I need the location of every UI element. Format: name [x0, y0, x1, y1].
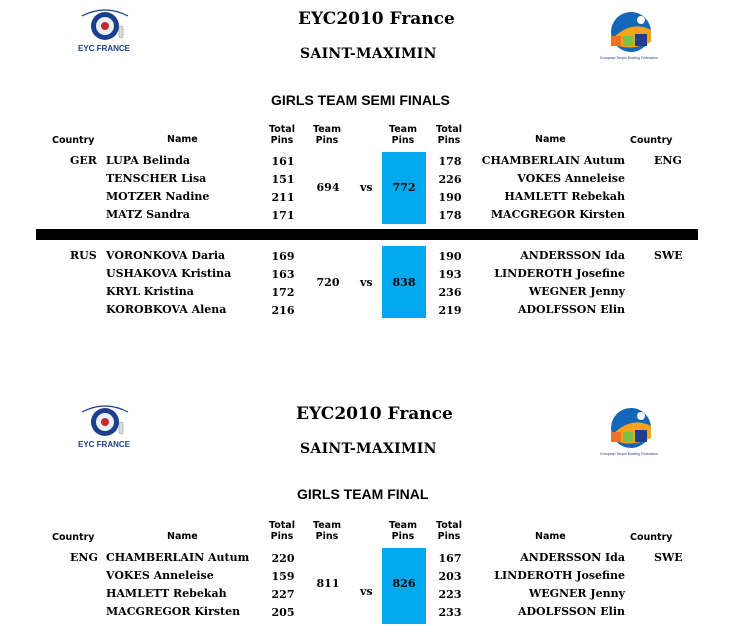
header-team-pins-right: [386, 124, 420, 146]
player-pins-left: 172: [271, 286, 295, 299]
eyc-france-logo: [74, 404, 136, 454]
page-title: EYC2010 France: [298, 9, 455, 29]
header-total-label: Total: [436, 520, 462, 531]
header-pins-label: Pins: [437, 531, 461, 542]
player-name-right: HAMLETT Rebekah: [504, 190, 625, 203]
player-name-left: HAMLETT Rebekah: [106, 587, 227, 600]
player-name-left: MATZ Sandra: [106, 208, 190, 221]
player-name-left: KRYL Kristina: [106, 285, 194, 298]
header-team-label: Team: [389, 520, 417, 531]
player-pins-left: 151: [271, 173, 295, 186]
player-name-left: MACGREGOR Kirsten: [106, 605, 241, 618]
vs-label: vs: [360, 181, 373, 194]
country-right: SWE: [654, 249, 683, 262]
page-subtitle: SAINT-MAXIMIN: [300, 441, 437, 457]
player-pins-right: 236: [438, 286, 462, 299]
header-country-right: Country: [630, 532, 673, 543]
header-total-label: Total: [269, 124, 295, 135]
team-pins-right: 772: [392, 181, 416, 194]
player-pins-right: 233: [438, 606, 462, 619]
round-title: GIRLS TEAM SEMI FINALS: [271, 92, 450, 108]
player-name-right: ADOLFSSON Elin: [517, 605, 625, 618]
page-subtitle: SAINT-MAXIMIN: [300, 46, 437, 62]
round-title: GIRLS TEAM FINAL: [297, 486, 429, 502]
player-name-right: WEGNER Jenny: [528, 587, 625, 600]
player-name-left: USHAKOVA Kristina: [106, 267, 232, 280]
header-total-pins-left: [266, 520, 298, 542]
vs-label: vs: [360, 585, 373, 598]
player-name-left: MOTZER Nadine: [106, 190, 210, 203]
player-pins-right: 190: [438, 191, 462, 204]
player-name-left: KOROBKOVA Alena: [106, 303, 227, 316]
player-name-right: LINDEROTH Josefine: [494, 267, 625, 280]
player-name-right: CHAMBERLAIN Autum: [481, 154, 625, 167]
player-name-right: ADOLFSSON Elin: [517, 303, 625, 316]
country-left: GER: [70, 154, 97, 167]
header-team-label: Team: [389, 124, 417, 135]
player-name-right: LINDEROTH Josefine: [494, 569, 625, 582]
country-right: SWE: [654, 551, 683, 564]
header-country-left: Country: [52, 135, 95, 146]
team-pins-right: 838: [392, 276, 416, 289]
player-name-right: MACGREGOR Kirsten: [490, 208, 625, 221]
header-team-pins-left: [310, 520, 344, 542]
header-pins-label: Pins: [270, 531, 294, 542]
header-name-left: Name: [167, 531, 198, 542]
team-pins-left: 811: [316, 577, 340, 590]
header-team-label: Team: [313, 520, 341, 531]
eyc-france-logo-text: EYC FRANCE: [78, 44, 131, 53]
header-pins-label: Pins: [270, 135, 294, 146]
header-total-pins-left: [266, 124, 298, 146]
player-pins-right: 226: [438, 173, 462, 186]
player-pins-left: 220: [271, 552, 295, 565]
team-pins-right: 826: [392, 577, 416, 590]
header-pins-label: Pins: [437, 135, 461, 146]
player-pins-left: 169: [271, 250, 295, 263]
player-pins-left: 227: [271, 588, 295, 601]
header-total-pins-right: [433, 124, 465, 146]
header-total-label: Total: [436, 124, 462, 135]
player-name-left: CHAMBERLAIN Autum: [106, 551, 250, 564]
player-name-left: VOKES Anneleise: [106, 569, 214, 582]
player-pins-right: 190: [438, 250, 462, 263]
header-team-pins-right: [386, 520, 420, 542]
header-name-right: Name: [535, 134, 566, 145]
player-name-right: ANDERSSON Ida: [520, 551, 625, 564]
country-left: ENG: [70, 551, 98, 564]
player-pins-left: 159: [271, 570, 295, 583]
eyc-france-logo: [74, 8, 136, 58]
player-pins-right: 219: [438, 304, 462, 317]
header-pins-label: Pins: [315, 135, 339, 146]
header-name-right: Name: [535, 531, 566, 542]
section-divider: [36, 229, 698, 240]
player-pins-right: 178: [438, 155, 462, 168]
player-pins-right: 203: [438, 570, 462, 583]
etbf-logo: [595, 8, 663, 64]
header-team-label: Team: [313, 124, 341, 135]
header-pins-label: Pins: [315, 531, 339, 542]
vs-label: vs: [360, 276, 373, 289]
header-country-right: Country: [630, 135, 673, 146]
header-pins-label: Pins: [391, 531, 415, 542]
player-pins-right: 193: [438, 268, 462, 281]
player-name-left: LUPA Belinda: [106, 154, 191, 167]
player-pins-right: 167: [438, 552, 462, 565]
player-pins-left: 216: [271, 304, 295, 317]
etbf-logo-text: European Tenpin Bowling Federation: [600, 452, 658, 456]
player-name-right: ANDERSSON Ida: [520, 249, 625, 262]
player-pins-left: 205: [271, 606, 295, 619]
team-pins-left: 720: [316, 276, 340, 289]
country-left: RUS: [70, 249, 97, 262]
etbf-logo: [595, 404, 663, 460]
player-name-left: VORONKOVA Daria: [106, 249, 226, 262]
team-pins-left: 694: [316, 181, 340, 194]
header-name-left: Name: [167, 134, 198, 145]
header-team-pins-left: [310, 124, 344, 146]
header-total-label: Total: [269, 520, 295, 531]
player-pins-left: 161: [271, 155, 295, 168]
header-pins-label: Pins: [391, 135, 415, 146]
etbf-logo-text: European Tenpin Bowling Federation: [600, 56, 658, 60]
player-name-left: TENSCHER Lisa: [106, 172, 207, 185]
eyc-france-logo-text: EYC FRANCE: [78, 440, 131, 449]
player-pins-left: 163: [271, 268, 295, 281]
country-right: ENG: [654, 154, 682, 167]
player-pins-right: 178: [438, 209, 462, 222]
player-pins-left: 171: [271, 209, 295, 222]
header-country-left: Country: [52, 532, 95, 543]
player-pins-right: 223: [438, 588, 462, 601]
player-pins-left: 211: [271, 191, 295, 204]
player-name-right: WEGNER Jenny: [528, 285, 625, 298]
player-name-right: VOKES Anneleise: [517, 172, 625, 185]
page-title: EYC2010 France: [296, 404, 453, 424]
header-total-pins-right: [433, 520, 465, 542]
